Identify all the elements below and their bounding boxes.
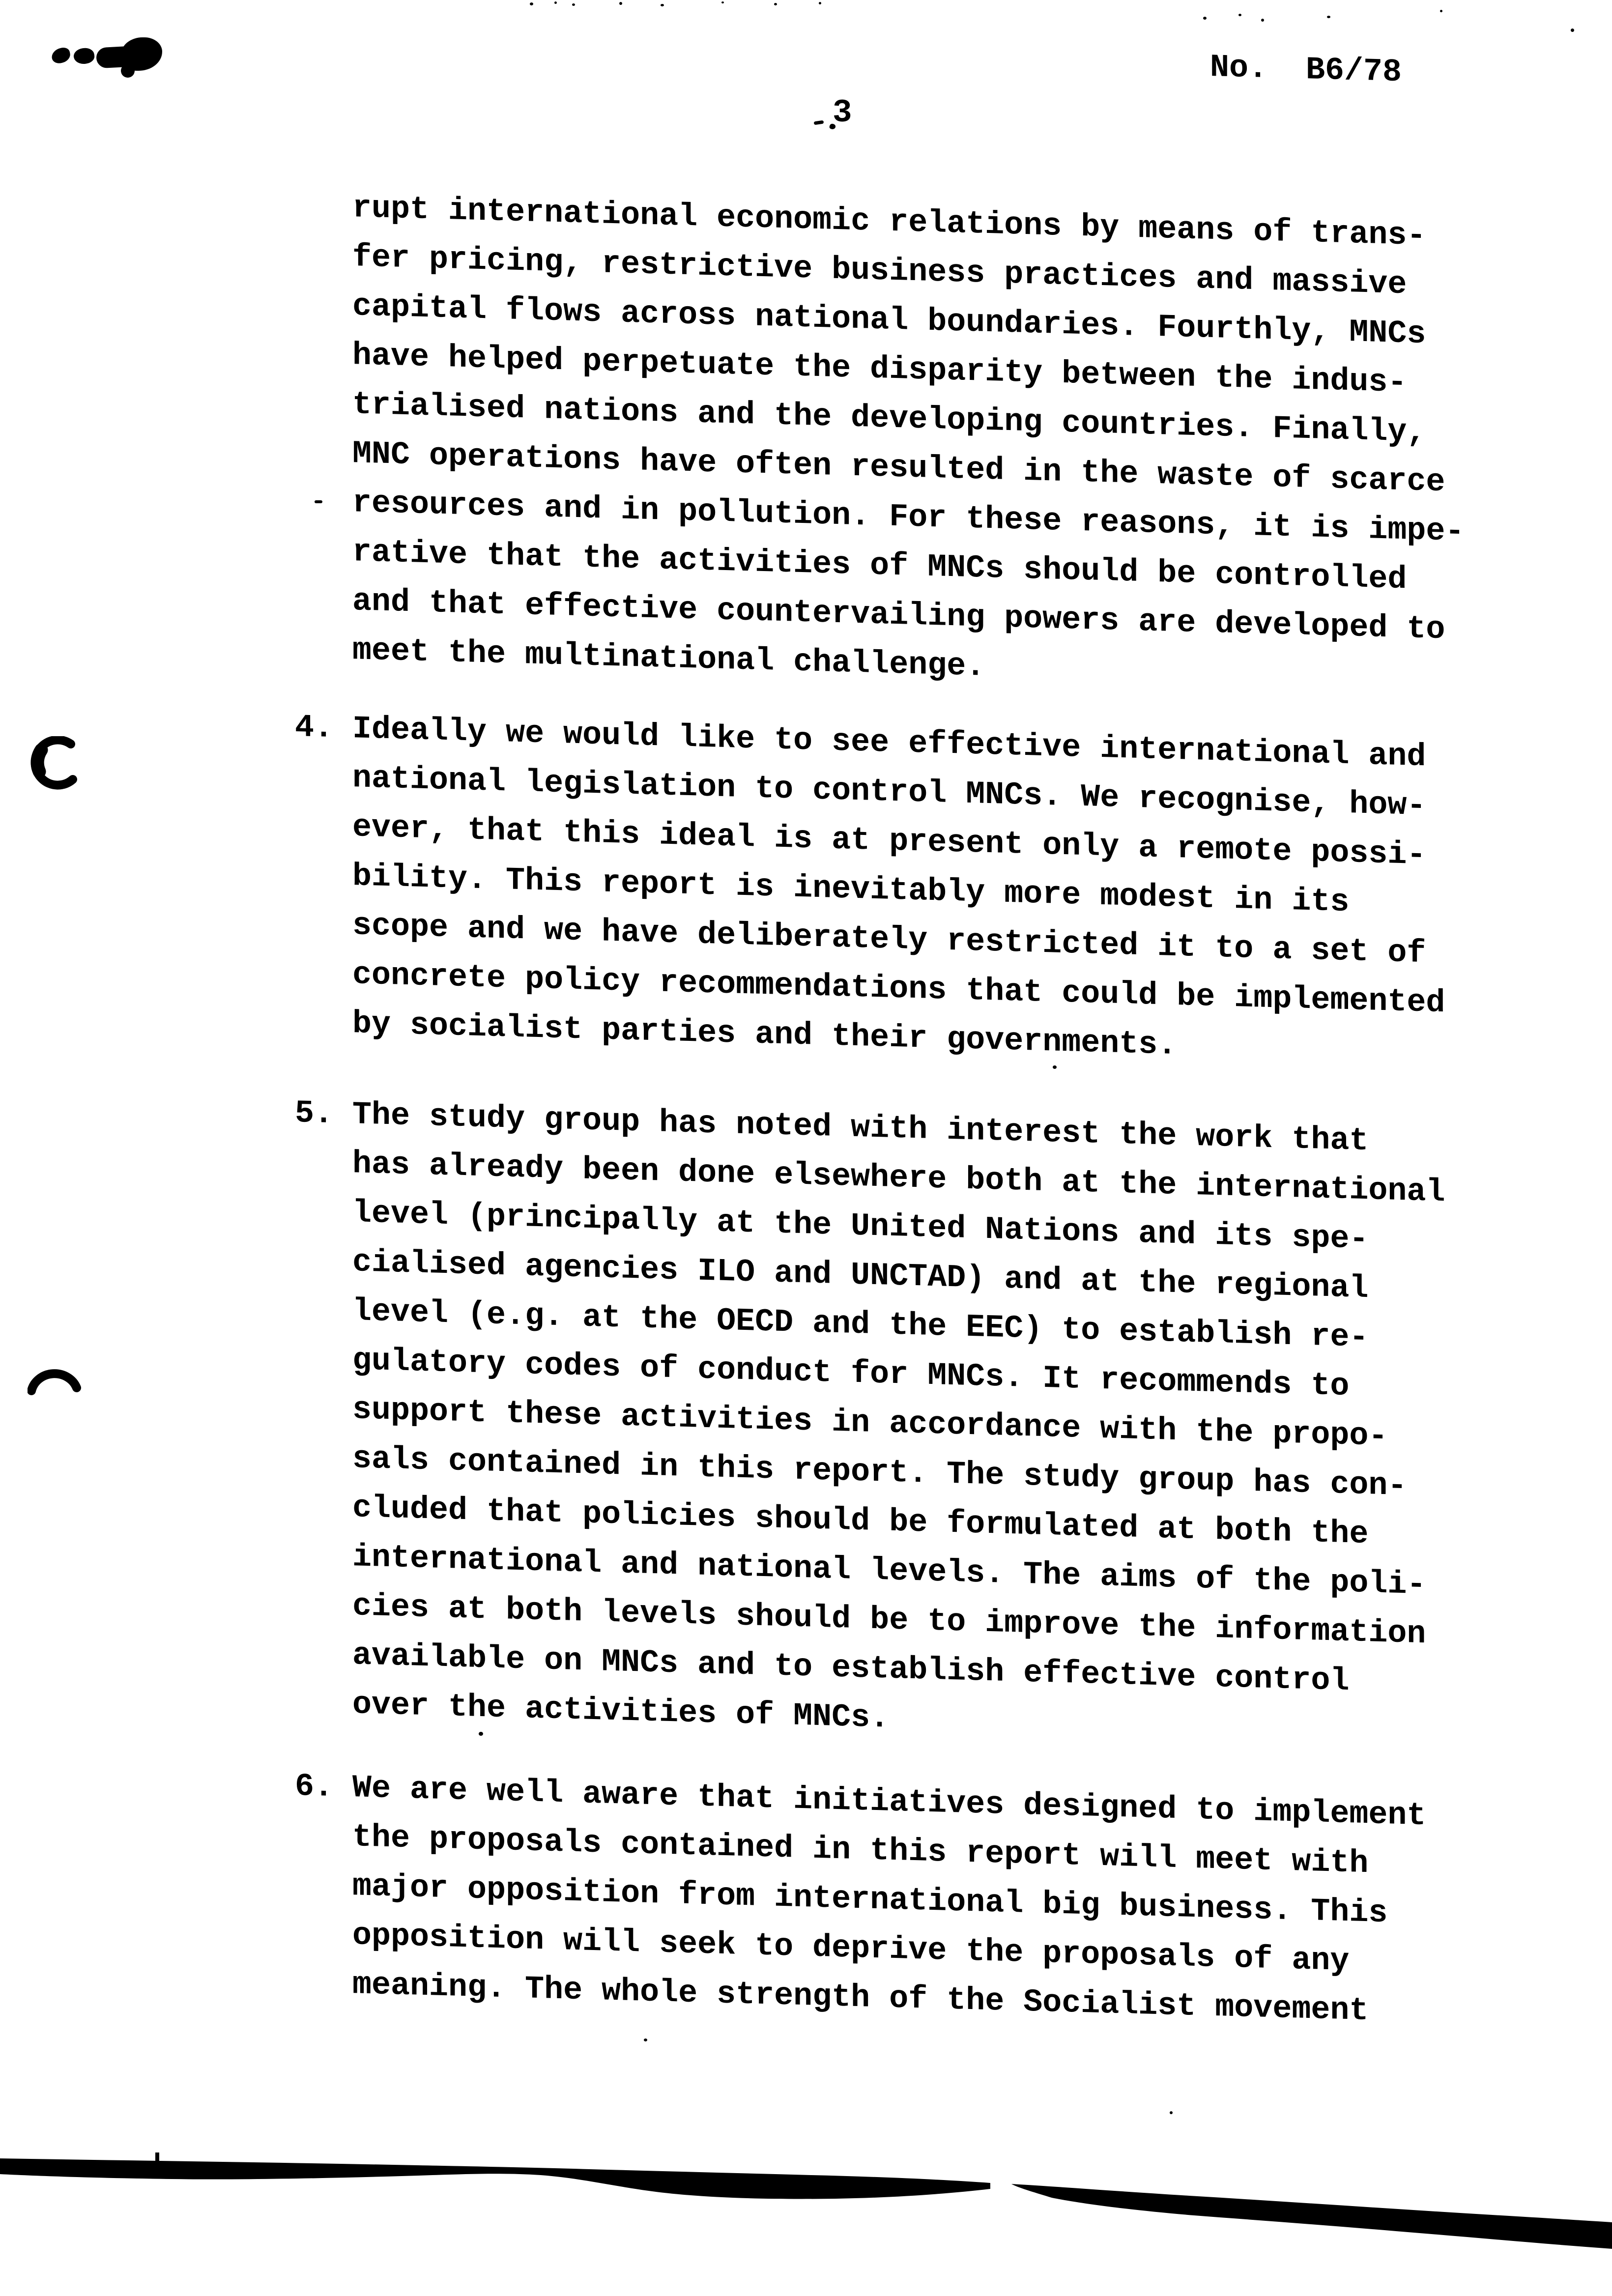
- paragraph-5: [295, 1089, 1573, 1761]
- ink-speck: [721, 1, 724, 3]
- paragraph-4: [295, 703, 1573, 1080]
- ink-speck: [554, 1, 557, 4]
- ink-speck: [1571, 29, 1574, 32]
- ink-speck: [819, 2, 821, 4]
- paragraph-text: The study group has noted with interest the work that has already been done elsewhere both at the international level (principally at the United Nations and its spe- cialised agencies ILO and UNCTAD) and at the regional level (e.g. at the OECD and the EEC) to establish re- gulatory codes of conduct for MNCs. It recommends to support these activities in accordance with the propo- sals contained in this report. The study group has con- cluded that policies should be formulated at both the international and national levels. The aims of the poli- cies at both levels should be to improve the information available on MNCs and to establish effective control over the activities of MNCs.: [352, 1096, 1445, 1737]
- ink-speck: [1170, 2111, 1173, 2114]
- paragraph-continued: [295, 182, 1573, 707]
- ink-speck: [814, 120, 824, 125]
- ink-speck: [661, 4, 664, 6]
- paragraph-text: rupt international economic relations by means of trans- fer pricing, restrictive business practices and massive capital flows across national boundaries. Fourthly, MNCs have helped perpetuate the disparity between the indus- trialised nations and the developing countries. Finally, MNC operations have often resulted in the waste of scarce resources and in pollution. For these reasons, it is impe- rative that the activities of MNCs should be controlled and that effective countervailing powers are developed to meet the multinational challenge.: [352, 190, 1465, 685]
- paragraph-text: We are well aware that initiatives designed to implement the proposals contained in this report will meet with major opposition from international big business. This opposition will seek to deprive the proposals of any meaning. The whole strength of the Socialist movement: [352, 1770, 1426, 2030]
- ink-speck: [1440, 10, 1442, 12]
- paragraph-number: 5.: [295, 1095, 334, 1133]
- scan-edge-band: [0, 2152, 1612, 2296]
- ink-speck: [1238, 14, 1241, 16]
- document-number: No. B6/78: [1210, 49, 1402, 91]
- paragraph-number: 6.: [295, 1768, 334, 1806]
- ink-speck: [644, 2038, 647, 2041]
- paragraph-number: 4.: [295, 709, 334, 747]
- paragraph-text: Ideally we would like to see effective international and national legislation to control MNCs. We recognise, how- ever, that this ideal is at present only a remote possi- bility. This report is inevitably more modest in its scope and we have deliberately restricted it to a set of concrete policy recommendations that could be implemented by socialist parties and their governments.: [352, 711, 1445, 1063]
- arc-mark: [28, 1359, 82, 1401]
- ring-mark: [28, 736, 86, 791]
- ink-blob: [121, 64, 135, 78]
- ink-blob: [50, 46, 71, 64]
- ink-speck: [1261, 19, 1264, 22]
- ink-speck: [1203, 17, 1207, 20]
- ink-speck: [572, 3, 575, 6]
- ink-speck: [774, 3, 777, 5]
- ink-blob: [73, 47, 95, 65]
- ink-speck: [530, 2, 533, 5]
- document-body: [295, 182, 1573, 2041]
- page-number: 3: [833, 94, 852, 131]
- ink-speck: [619, 2, 622, 5]
- paragraph-6: [295, 1762, 1573, 2041]
- ink-speck: [1327, 16, 1330, 18]
